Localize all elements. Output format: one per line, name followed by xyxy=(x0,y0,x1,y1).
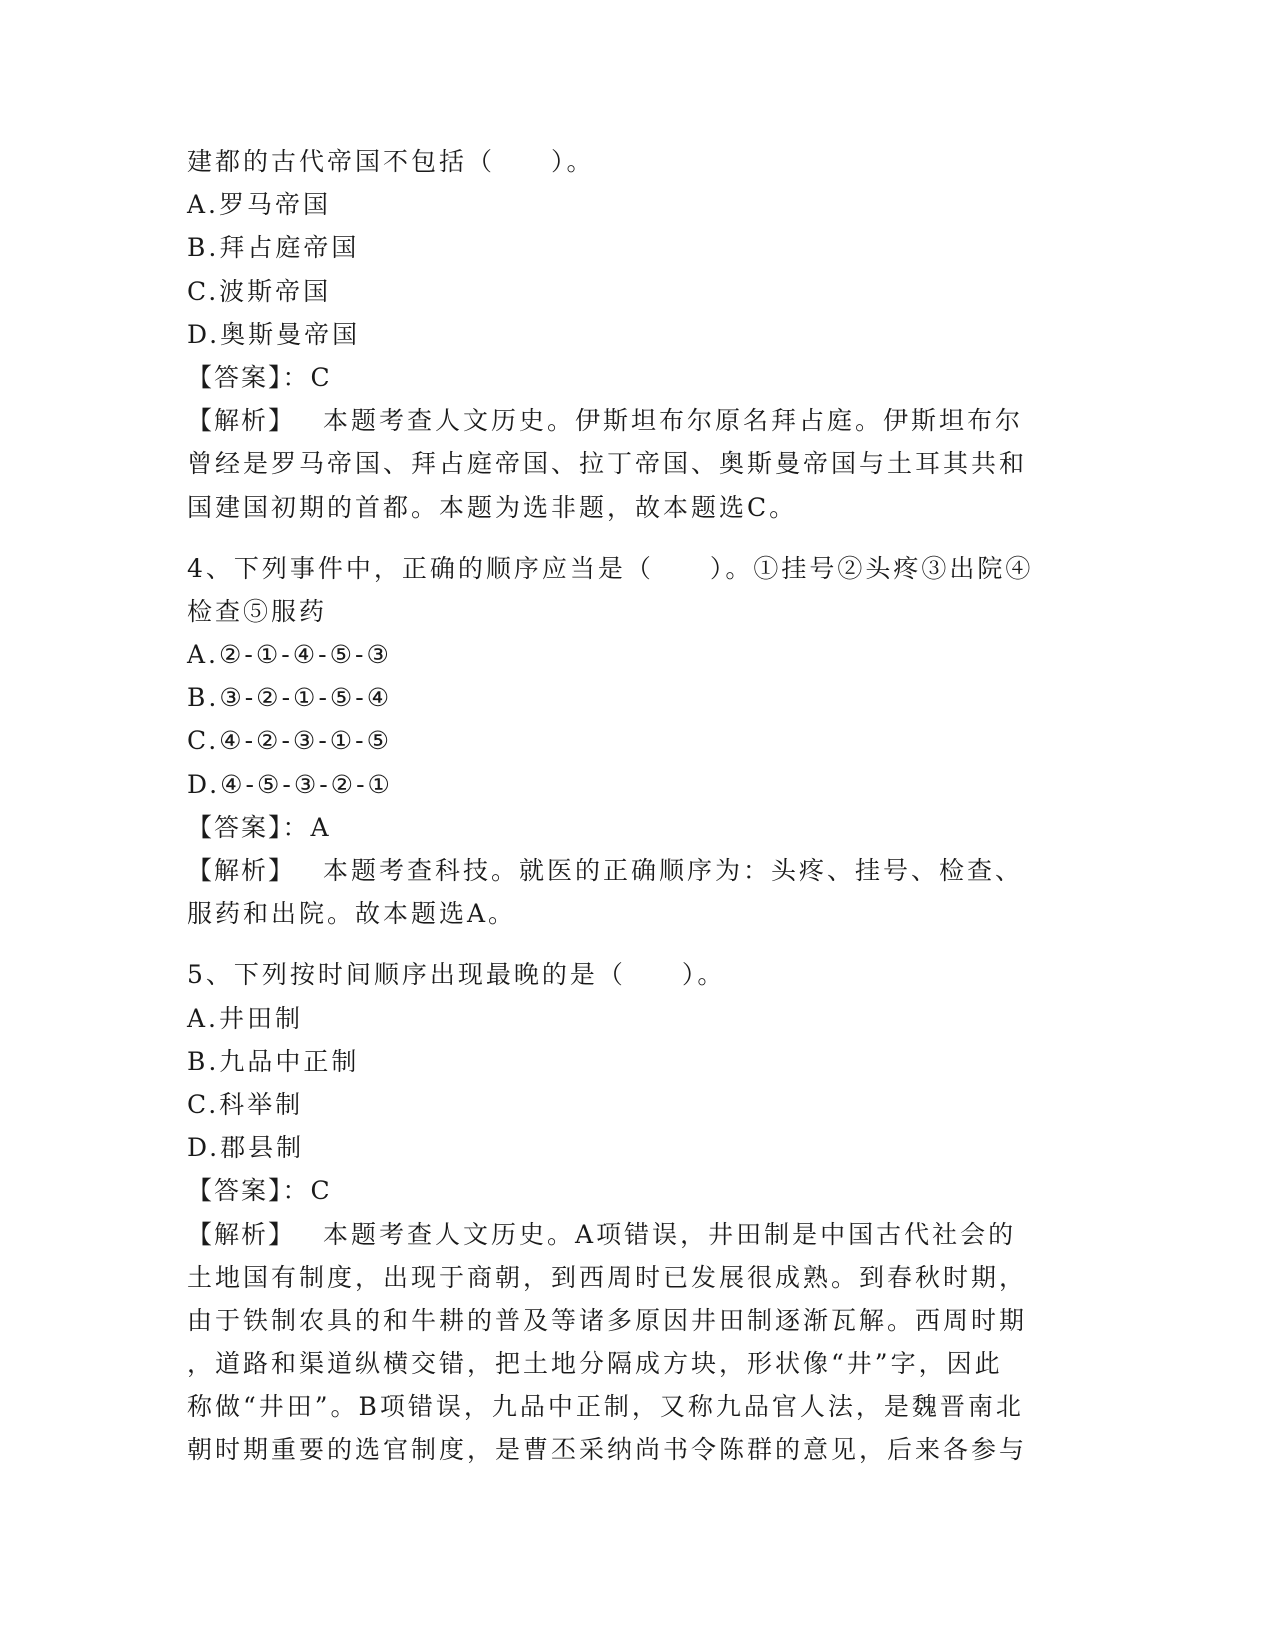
answer-value: ：A xyxy=(282,812,332,842)
analysis-label: 【解析】 xyxy=(187,856,296,885)
q5-analysis-line-1 xyxy=(187,1213,1092,1256)
q5-option-b: B.九品中正制 xyxy=(187,1046,360,1076)
q4-answer xyxy=(187,806,1092,849)
answer-value: ：C xyxy=(282,362,333,392)
q3-answer xyxy=(187,356,1092,399)
analysis-text: 本题考查人文历史。A项错误，井田制是中国古代社会的 xyxy=(323,1219,1017,1249)
q5-analysis-line-6: 朝时期重要的选官制度，是曹丕采纳尚书令陈群的意见，后来各参与 xyxy=(187,1435,1028,1465)
q5-analysis-line-4: ，道路和渠道纵横交错，把土地分隔成方块，形状像“井”字，因此 xyxy=(187,1349,1003,1379)
analysis-label: 【解析】 xyxy=(187,406,296,436)
answer-label: 【答案】 xyxy=(187,812,283,842)
q5-option-c: C.科举制 xyxy=(187,1089,304,1119)
q4-option-b: B.③-②-①-⑤-④ xyxy=(187,683,393,713)
q5-analysis-line-5: 称做“井田”。B项错误，九品中正制，又称九品官人法，是魏晋南北 xyxy=(187,1392,1024,1422)
q5-option-d: D.郡县制 xyxy=(187,1133,305,1163)
document-page xyxy=(187,140,1092,1472)
q4-analysis-line-2: 服药和出院。故本题选A。 xyxy=(187,899,517,929)
q4-option-a: A.②-①-④-⑤-③ xyxy=(187,640,392,670)
analysis-text: 本题考查科技。就医的正确顺序为：头疼、挂号、检查、 xyxy=(323,856,1024,885)
q3-option-c: C.波斯帝国 xyxy=(187,276,332,306)
spacer xyxy=(187,935,1092,953)
q3-option-b: B.拜占庭帝国 xyxy=(187,233,360,263)
q4-analysis-line-1 xyxy=(187,849,1092,892)
q5-stem-line-1: 5、下列按时间顺序出现最晚的是（ ）。 xyxy=(187,960,726,990)
answer-value: ：C xyxy=(282,1176,333,1206)
q3-option-a: A.罗马帝国 xyxy=(187,190,332,220)
q3-analysis-line-2: 曾经是罗马帝国、拜占庭帝国、拉丁帝国、奥斯曼帝国与土耳其共和 xyxy=(187,449,1028,479)
q4-stem-line-1: 4、下列事件中，正确的顺序应当是（ ）。①挂号②头疼③出院④ xyxy=(187,553,1034,583)
answer-label: 【答案】 xyxy=(187,1176,283,1206)
q4-option-d: D.④-⑤-③-②-① xyxy=(187,769,393,799)
q4-option-c: C.④-②-③-①-⑤ xyxy=(187,726,393,756)
spacer xyxy=(187,529,1092,547)
analysis-text: 本题考查人文历史。伊斯坦布尔原名拜占庭。伊斯坦布尔 xyxy=(323,406,1024,436)
q4-stem-line-2: 检查⑤服药 xyxy=(187,596,328,626)
analysis-label: 【解析】 xyxy=(187,1219,296,1249)
q3-stem: 建都的古代帝国不包括（ ）。 xyxy=(187,147,595,176)
q3-analysis-line-3: 国建国初期的首都。本题为选非题，故本题选C。 xyxy=(187,492,798,522)
q5-answer xyxy=(187,1169,1092,1212)
q3-option-d: D.奥斯曼帝国 xyxy=(187,319,361,349)
q5-analysis-line-3: 由于铁制农具的和牛耕的普及等诸多原因井田制逐渐瓦解。西周时期 xyxy=(187,1305,1028,1335)
q3-analysis-line-1 xyxy=(187,399,1092,442)
answer-label: 【答案】 xyxy=(187,362,283,392)
q5-analysis-line-2: 土地国有制度，出现于商朝，到西周时已发展很成熟。到春秋时期， xyxy=(187,1262,1028,1292)
q5-option-a: A.井田制 xyxy=(187,1003,304,1033)
